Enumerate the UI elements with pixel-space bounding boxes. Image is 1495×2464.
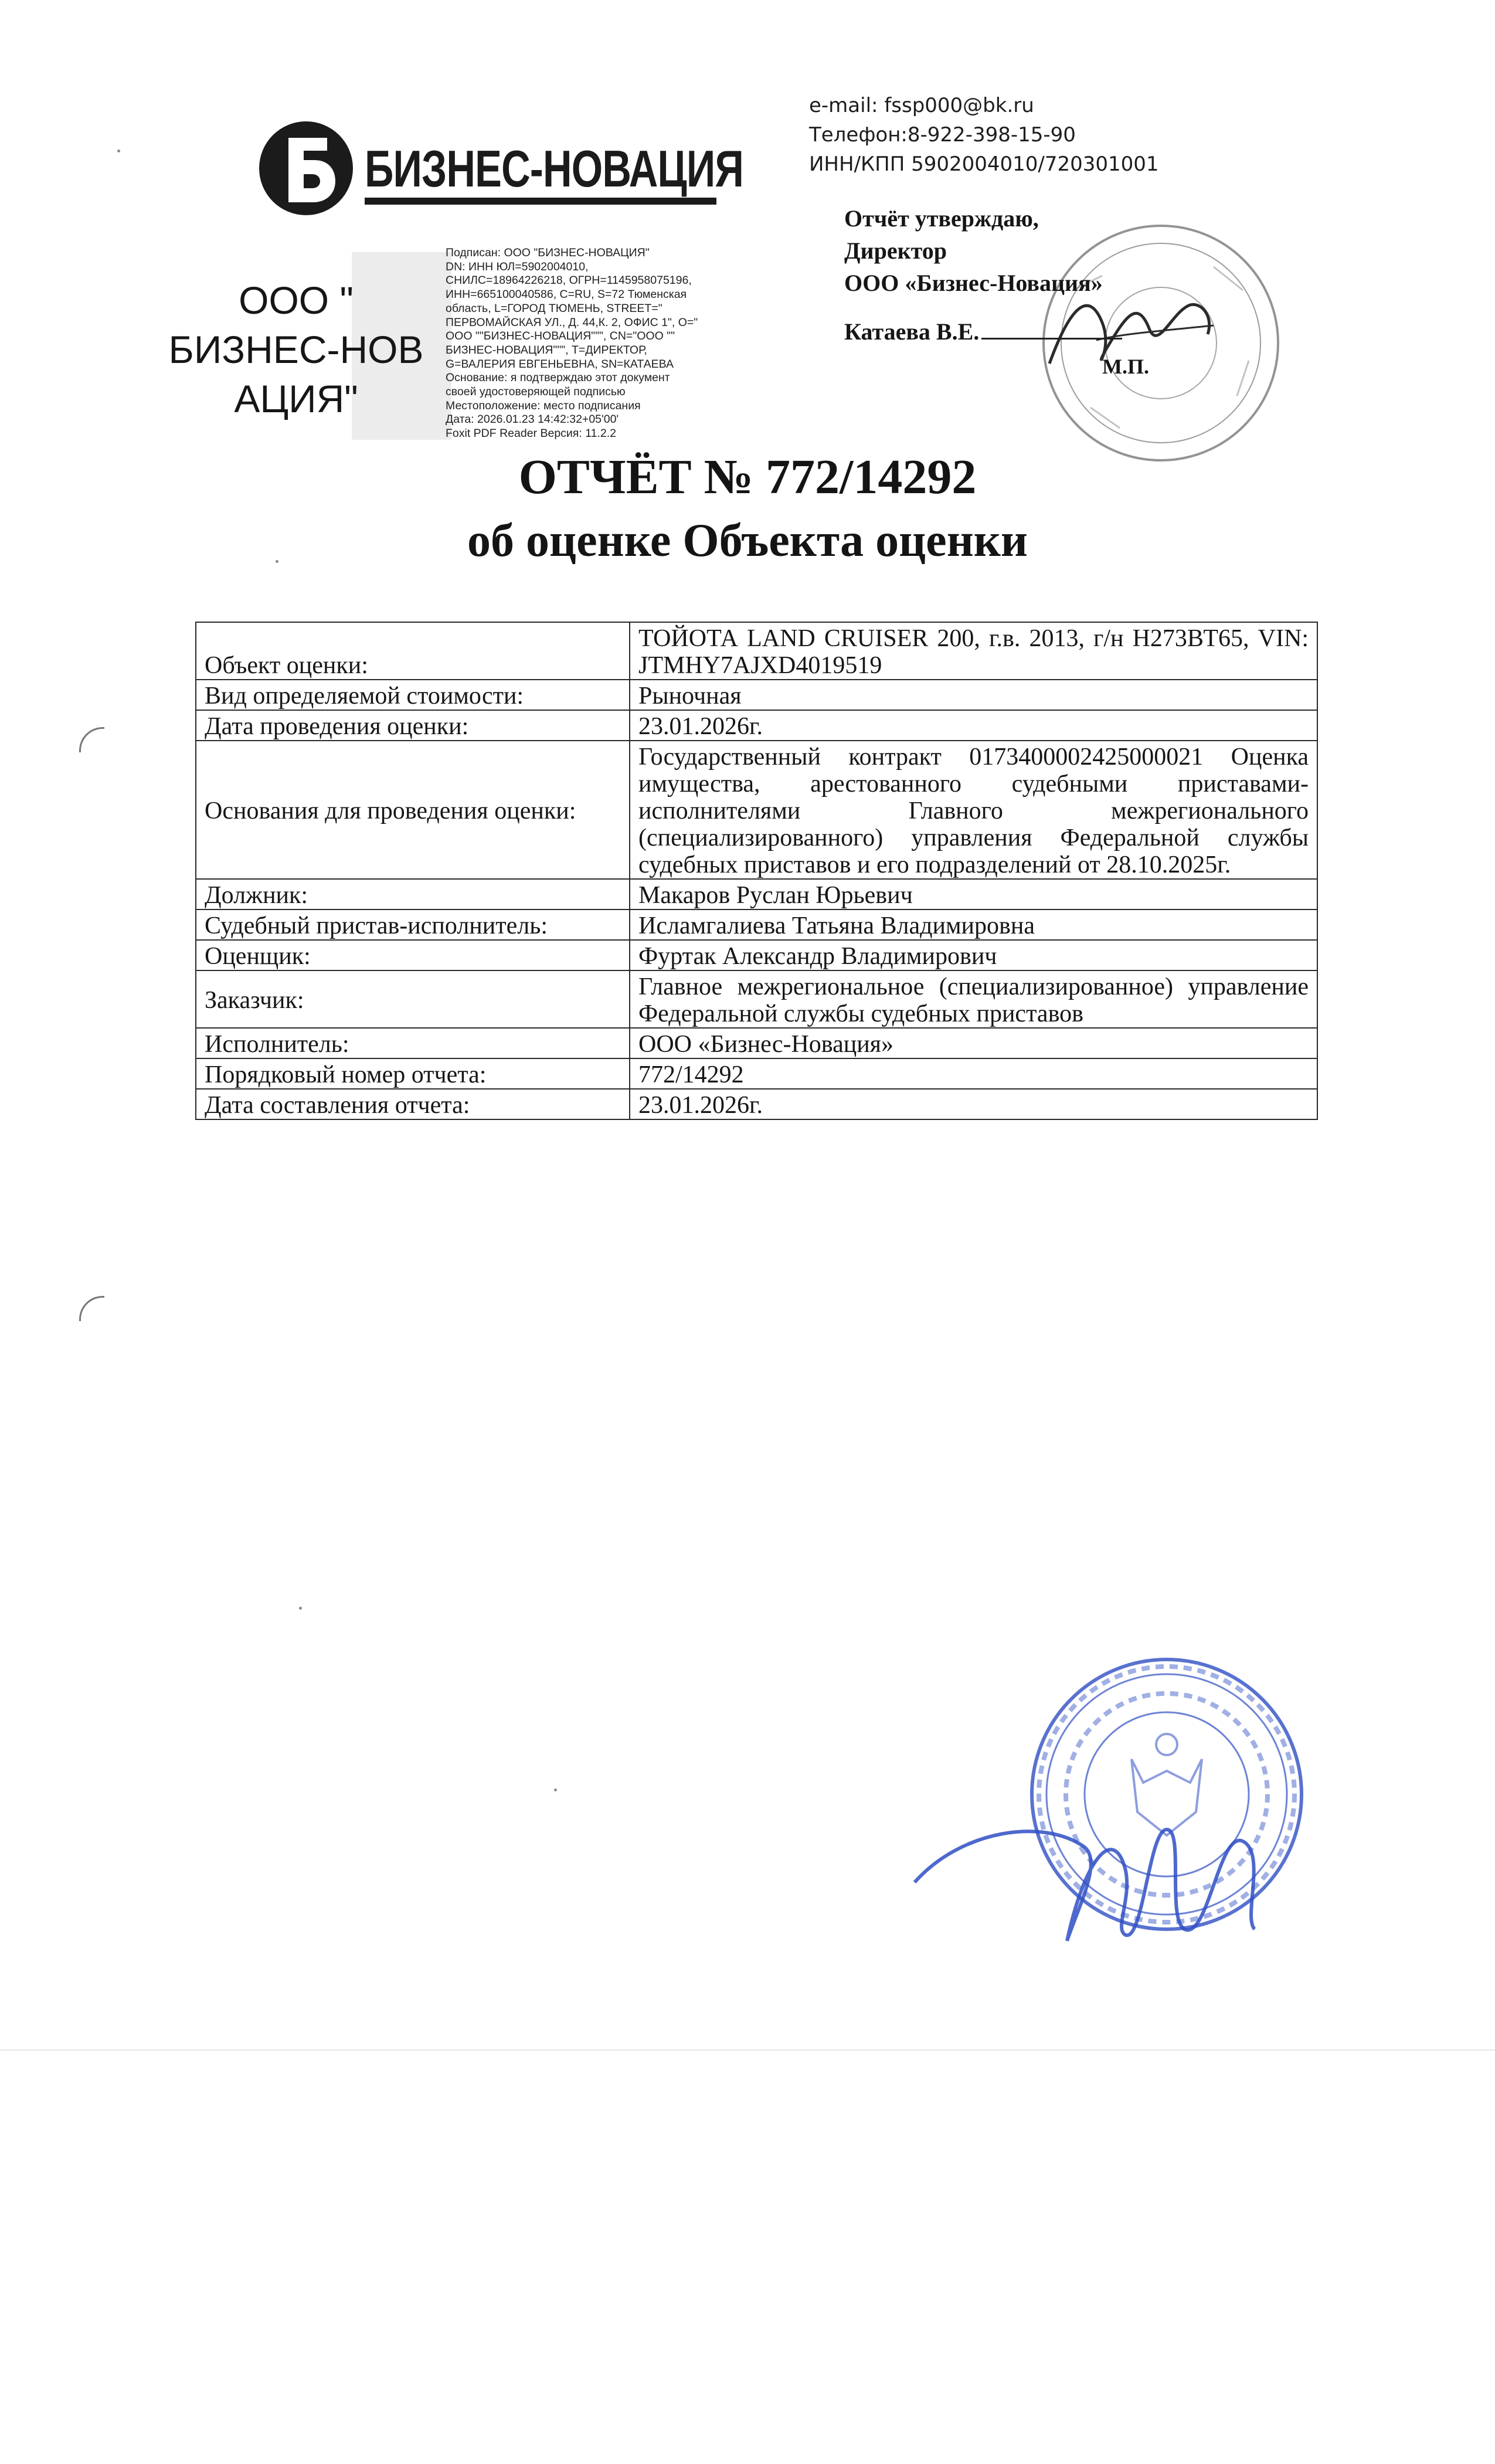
table-row [196, 1089, 1317, 1119]
approval-company: ООО «Бизнес-Новация» [844, 270, 1103, 296]
contact-phone: Телефон:8-922-398-15-90 [809, 123, 1076, 147]
row-value: Макаров Руслан Юрьевич [630, 879, 1317, 909]
table-row [196, 1028, 1317, 1058]
row-value: Рыночная [630, 680, 1317, 710]
logo-mark-icon [258, 120, 355, 217]
signer-org-line-1: ООО " [239, 279, 354, 322]
punch-hole-mark [79, 1296, 104, 1321]
ds-line: ИНН=665100040586, C=RU, S=72 Тюменская [446, 288, 687, 301]
row-label: Заказчик: [196, 970, 630, 1028]
ds-line: своей удостоверяющей подписью [446, 385, 626, 399]
stamp-place-label: М.П. [1102, 355, 1149, 378]
report-subtitle: об оценке Объекта оценки [467, 515, 1028, 566]
logo-underline [365, 198, 716, 205]
ds-line: Дата: 2026.01.23 14:42:32+05'00' [446, 413, 619, 426]
report-title: ОТЧЁТ № 772/14292 [518, 450, 977, 504]
table-row [196, 940, 1317, 970]
row-value: Государственный контракт 0173400002425000021 Оценка имущества, арестованного судебными приставами-исполнителями Главного межрегионального (специализированного) управления Федеральной службы судебных приставов и его подразделений от 28.10.2025г. [630, 741, 1317, 879]
approval-signer-row [844, 315, 1122, 348]
table-row [196, 1058, 1317, 1089]
approval-line-1: Отчёт утверждаю, [844, 205, 1039, 232]
scan-speck [299, 1607, 302, 1610]
ds-line: Основание: я подтверждаю этот документ [446, 371, 670, 385]
ds-line: область, L=ГОРОД ТЮМЕНЬ, STREET=" [446, 301, 662, 315]
row-value: 772/14292 [630, 1058, 1317, 1089]
digital-signature-details [446, 246, 739, 441]
row-label: Исполнитель: [196, 1028, 630, 1058]
seal-ring [1032, 1659, 1302, 1929]
ds-line: БИЗНЕС-НОВАЦИЯ""", T=ДИРЕКТОР, [446, 343, 647, 357]
approval-signer: Катаева В.Е. [844, 318, 980, 345]
table-row [196, 680, 1317, 710]
row-label: Оценщик: [196, 940, 630, 970]
scan-speck [117, 150, 120, 152]
row-label: Основания для проведения оценки: [196, 741, 630, 879]
report-info-table [195, 622, 1318, 1120]
table-row [196, 741, 1317, 879]
scan-blank-area [0, 2049, 1495, 2464]
row-label: Порядковый номер отчета: [196, 1058, 630, 1089]
row-label: Дата проведения оценки: [196, 710, 630, 741]
row-value: ТОЙОТА LAND CRUISER 200, г.в. 2013, г/н Н273ВТ65, VIN: JTMHY7AJXD4019519 [630, 622, 1317, 680]
row-value: Главное межрегиональное (специализированное) управление Федеральной службы судебных приставов [630, 970, 1317, 1028]
scan-speck [554, 1788, 557, 1791]
signer-org-line-3: АЦИЯ" [234, 377, 358, 420]
approval-block [844, 202, 1149, 378]
contact-block [809, 91, 1159, 179]
ds-line: G=ВАЛЕРИЯ ЕВГЕНЬЕВНА, SN=КАТАЕВА [446, 357, 674, 371]
row-label: Должник: [196, 879, 630, 909]
row-value: ООО «Бизнес-Новация» [630, 1028, 1317, 1058]
row-label: Объект оценки: [196, 622, 630, 680]
ds-line: DN: ИНН ЮЛ=5902004010, [446, 260, 589, 273]
fssp-seal-stamp [891, 1636, 1337, 2000]
company-logo [258, 120, 744, 217]
row-value: 23.01.2026г. [630, 710, 1317, 741]
signer-org-line-2: БИЗНЕС-НОВ [168, 328, 424, 371]
row-value: Фуртак Александр Владимирович [630, 940, 1317, 970]
table-row [196, 622, 1317, 680]
signer-organization [152, 276, 440, 423]
ds-line: ООО ""БИЗНЕС-НОВАЦИЯ""", CN="ООО "" [446, 330, 675, 343]
signature-line [981, 338, 1122, 340]
approval-position: Директор [844, 237, 947, 264]
ds-line: Подписан: ООО "БИЗНЕС-НОВАЦИЯ" [446, 246, 650, 259]
table-row [196, 970, 1317, 1028]
table-row [196, 710, 1317, 741]
scan-speck [276, 560, 278, 563]
ds-line: Foxit PDF Reader Версия: 11.2.2 [446, 427, 616, 440]
ds-line: СНИЛС=18964226218, ОГРН=1145958075196, [446, 274, 692, 287]
ds-line: ПЕРВОМАЙСКАЯ УЛ., Д. 44,К. 2, ОФИС 1", O=" [446, 315, 698, 329]
punch-hole-mark [79, 727, 104, 752]
table-row [196, 909, 1317, 940]
row-label: Вид определяемой стоимости: [196, 680, 630, 710]
logo-text: БИЗНЕС-НОВАЦИЯ [365, 140, 744, 198]
row-value: 23.01.2026г. [630, 1089, 1317, 1119]
ds-line: Местоположение: место подписания [446, 399, 641, 412]
table-row [196, 879, 1317, 909]
row-value: Исламгалиева Татьяна Владимировна [630, 909, 1317, 940]
row-label: Судебный пристав-исполнитель: [196, 909, 630, 940]
contact-inn-kpp: ИНН/КПП 5902004010/720301001 [809, 152, 1159, 176]
row-label: Дата составления отчета: [196, 1089, 630, 1119]
contact-email: e-mail: fssp000@bk.ru [809, 94, 1034, 117]
